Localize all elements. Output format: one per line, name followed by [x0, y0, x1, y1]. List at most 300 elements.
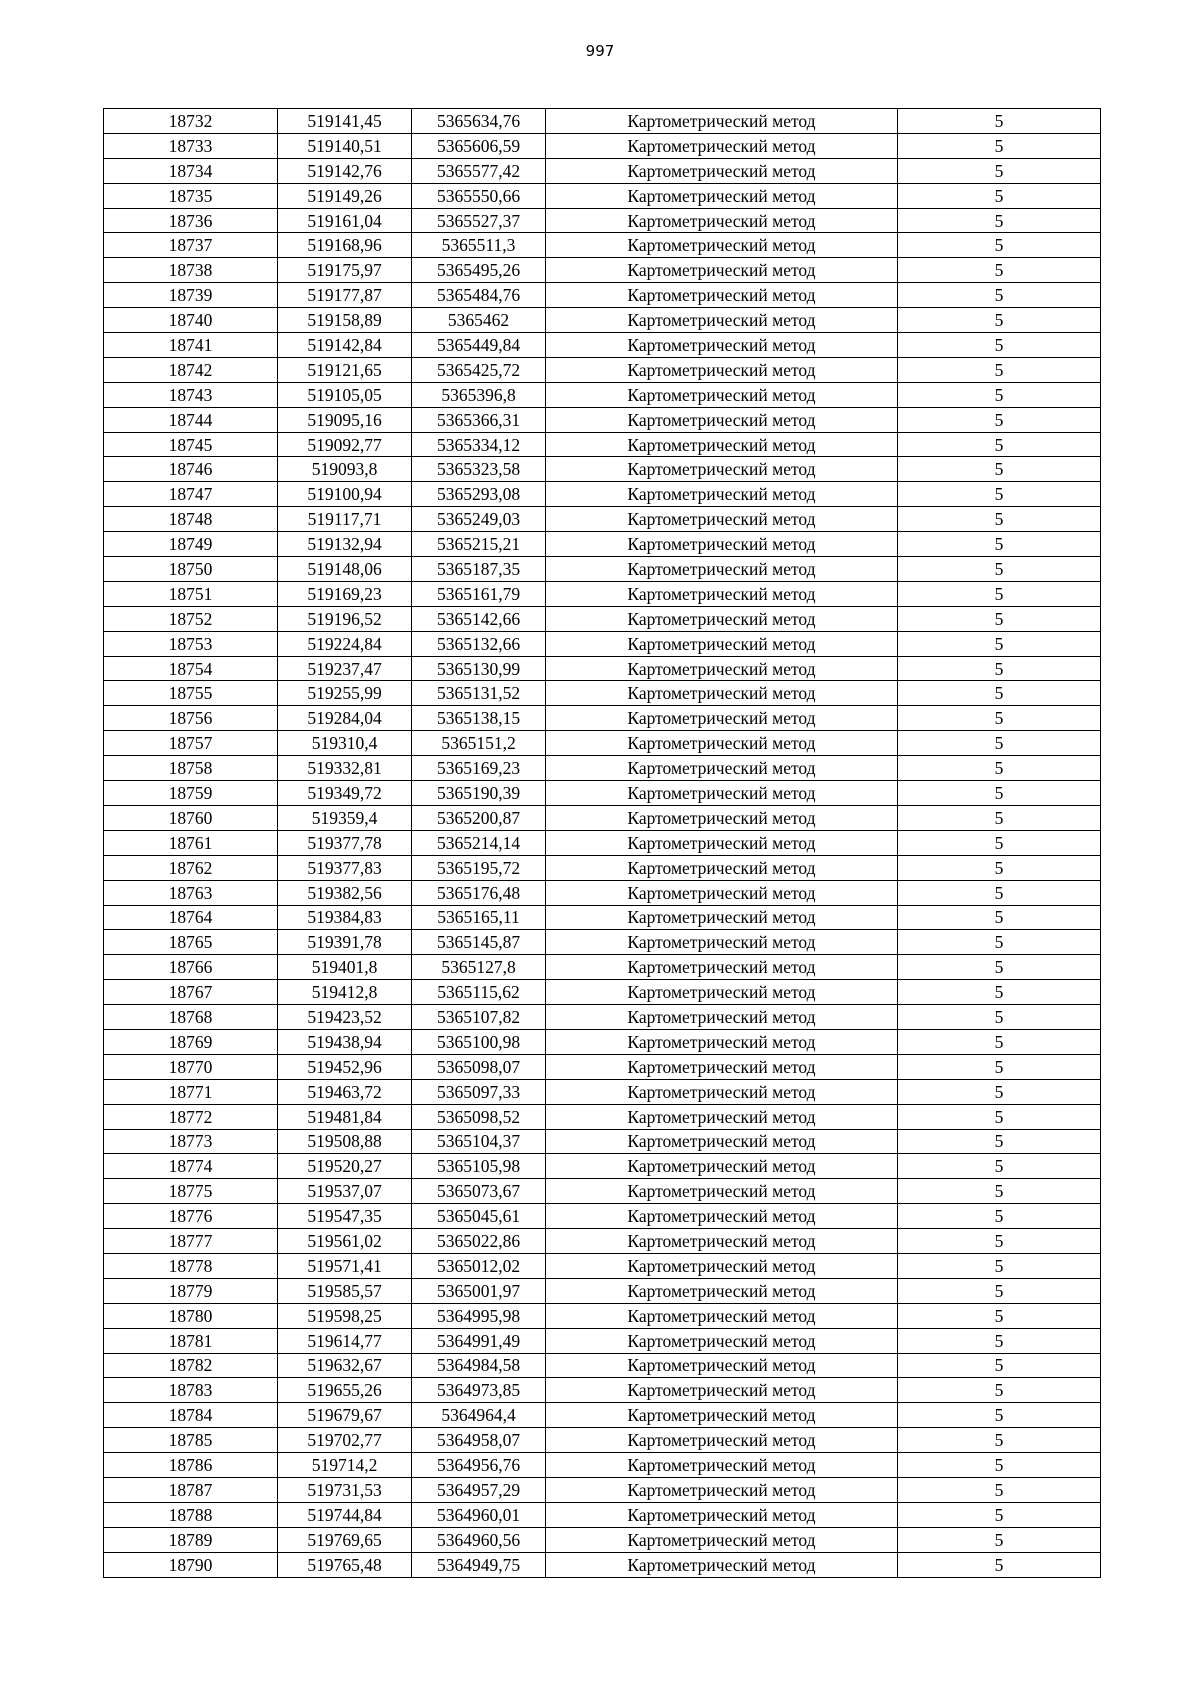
y-coordinate-cell: 5364956,76	[412, 1453, 546, 1478]
method-cell: Картометрический метод	[546, 1552, 898, 1577]
x-coordinate-cell: 519571,41	[278, 1253, 412, 1278]
x-coordinate-cell: 519423,52	[278, 1005, 412, 1030]
method-cell: Картометрический метод	[546, 955, 898, 980]
accuracy-cell: 5	[898, 1104, 1101, 1129]
y-coordinate-cell: 5365098,52	[412, 1104, 546, 1129]
method-cell: Картометрический метод	[546, 830, 898, 855]
method-cell: Картометрический метод	[546, 233, 898, 258]
y-coordinate-cell: 5365190,39	[412, 781, 546, 806]
y-coordinate-cell: 5365484,76	[412, 283, 546, 308]
y-coordinate-cell: 5365097,33	[412, 1079, 546, 1104]
point-number-cell: 18745	[104, 432, 278, 457]
y-coordinate-cell: 5365073,67	[412, 1179, 546, 1204]
y-coordinate-cell: 5365195,72	[412, 855, 546, 880]
point-number-cell: 18786	[104, 1453, 278, 1478]
accuracy-cell: 5	[898, 308, 1101, 333]
table-row	[104, 432, 1101, 457]
table-row	[104, 407, 1101, 432]
point-number-cell: 18776	[104, 1204, 278, 1229]
accuracy-cell: 5	[898, 109, 1101, 134]
y-coordinate-cell: 5365104,37	[412, 1129, 546, 1154]
method-cell: Картометрический метод	[546, 1428, 898, 1453]
accuracy-cell: 5	[898, 1453, 1101, 1478]
table-row	[104, 1079, 1101, 1104]
point-number-cell: 18784	[104, 1403, 278, 1428]
table-row	[104, 258, 1101, 283]
method-cell: Картометрический метод	[546, 855, 898, 880]
x-coordinate-cell: 519632,67	[278, 1353, 412, 1378]
point-number-cell: 18742	[104, 357, 278, 382]
method-cell: Картометрический метод	[546, 333, 898, 358]
y-coordinate-cell: 5365214,14	[412, 830, 546, 855]
y-coordinate-cell: 5365012,02	[412, 1253, 546, 1278]
point-number-cell: 18769	[104, 1029, 278, 1054]
table-row	[104, 855, 1101, 880]
accuracy-cell: 5	[898, 457, 1101, 482]
x-coordinate-cell: 519714,2	[278, 1453, 412, 1478]
method-cell: Картометрический метод	[546, 183, 898, 208]
x-coordinate-cell: 519547,35	[278, 1204, 412, 1229]
y-coordinate-cell: 5365495,26	[412, 258, 546, 283]
y-coordinate-cell: 5364973,85	[412, 1378, 546, 1403]
table-row	[104, 457, 1101, 482]
x-coordinate-cell: 519177,87	[278, 283, 412, 308]
y-coordinate-cell: 5365527,37	[412, 208, 546, 233]
x-coordinate-cell: 519401,8	[278, 955, 412, 980]
point-number-cell: 18789	[104, 1527, 278, 1552]
method-cell: Картометрический метод	[546, 1453, 898, 1478]
y-coordinate-cell: 5365165,11	[412, 905, 546, 930]
method-cell: Картометрический метод	[546, 1029, 898, 1054]
x-coordinate-cell: 519132,94	[278, 532, 412, 557]
method-cell: Картометрический метод	[546, 1378, 898, 1403]
x-coordinate-cell: 519452,96	[278, 1054, 412, 1079]
y-coordinate-cell: 5365249,03	[412, 507, 546, 532]
table-row	[104, 283, 1101, 308]
table-row	[104, 1204, 1101, 1229]
accuracy-cell: 5	[898, 1005, 1101, 1030]
accuracy-cell: 5	[898, 1278, 1101, 1303]
accuracy-cell: 5	[898, 706, 1101, 731]
method-cell: Картометрический метод	[546, 656, 898, 681]
y-coordinate-cell: 5365151,2	[412, 731, 546, 756]
x-coordinate-cell: 519121,65	[278, 357, 412, 382]
accuracy-cell: 5	[898, 382, 1101, 407]
accuracy-cell: 5	[898, 855, 1101, 880]
point-number-cell: 18751	[104, 581, 278, 606]
x-coordinate-cell: 519196,52	[278, 606, 412, 631]
method-cell: Картометрический метод	[546, 382, 898, 407]
table-row	[104, 1054, 1101, 1079]
table-row	[104, 1179, 1101, 1204]
method-cell: Картометрический метод	[546, 1079, 898, 1104]
table-row	[104, 1029, 1101, 1054]
point-number-cell: 18757	[104, 731, 278, 756]
method-cell: Картометрический метод	[546, 1204, 898, 1229]
accuracy-cell: 5	[898, 656, 1101, 681]
table-row	[104, 1328, 1101, 1353]
table-row	[104, 1403, 1101, 1428]
x-coordinate-cell: 519655,26	[278, 1378, 412, 1403]
point-number-cell: 18765	[104, 930, 278, 955]
accuracy-cell: 5	[898, 258, 1101, 283]
table-row	[104, 109, 1101, 134]
point-number-cell: 18787	[104, 1477, 278, 1502]
table-row	[104, 631, 1101, 656]
y-coordinate-cell: 5365293,08	[412, 482, 546, 507]
y-coordinate-cell: 5365045,61	[412, 1204, 546, 1229]
method-cell: Картометрический метод	[546, 731, 898, 756]
point-number-cell: 18733	[104, 133, 278, 158]
point-number-cell: 18748	[104, 507, 278, 532]
table-row	[104, 382, 1101, 407]
y-coordinate-cell: 5365200,87	[412, 805, 546, 830]
method-cell: Картометрический метод	[546, 1229, 898, 1254]
accuracy-cell: 5	[898, 905, 1101, 930]
y-coordinate-cell: 5364960,56	[412, 1527, 546, 1552]
table-row	[104, 656, 1101, 681]
x-coordinate-cell: 519391,78	[278, 930, 412, 955]
table-row	[104, 308, 1101, 333]
table-row	[104, 208, 1101, 233]
y-coordinate-cell: 5365550,66	[412, 183, 546, 208]
point-number-cell: 18741	[104, 333, 278, 358]
point-number-cell: 18760	[104, 805, 278, 830]
point-number-cell: 18779	[104, 1278, 278, 1303]
accuracy-cell: 5	[898, 880, 1101, 905]
table-row	[104, 805, 1101, 830]
point-number-cell: 18764	[104, 905, 278, 930]
point-number-cell: 18778	[104, 1253, 278, 1278]
x-coordinate-cell: 519224,84	[278, 631, 412, 656]
point-number-cell: 18785	[104, 1428, 278, 1453]
x-coordinate-cell: 519731,53	[278, 1477, 412, 1502]
point-number-cell: 18756	[104, 706, 278, 731]
method-cell: Картометрический метод	[546, 905, 898, 930]
method-cell: Картометрический метод	[546, 133, 898, 158]
accuracy-cell: 5	[898, 233, 1101, 258]
table-row	[104, 880, 1101, 905]
table-row	[104, 581, 1101, 606]
table-row	[104, 1303, 1101, 1328]
accuracy-cell: 5	[898, 606, 1101, 631]
point-number-cell: 18768	[104, 1005, 278, 1030]
accuracy-cell: 5	[898, 930, 1101, 955]
point-number-cell: 18752	[104, 606, 278, 631]
table-row	[104, 1005, 1101, 1030]
table-row	[104, 905, 1101, 930]
table-row	[104, 756, 1101, 781]
y-coordinate-cell: 5365105,98	[412, 1154, 546, 1179]
point-number-cell: 18777	[104, 1229, 278, 1254]
x-coordinate-cell: 519359,4	[278, 805, 412, 830]
method-cell: Картометрический метод	[546, 1353, 898, 1378]
x-coordinate-cell: 519679,67	[278, 1403, 412, 1428]
x-coordinate-cell: 519382,56	[278, 880, 412, 905]
x-coordinate-cell: 519537,07	[278, 1179, 412, 1204]
accuracy-cell: 5	[898, 208, 1101, 233]
accuracy-cell: 5	[898, 1303, 1101, 1328]
y-coordinate-cell: 5365142,66	[412, 606, 546, 631]
accuracy-cell: 5	[898, 482, 1101, 507]
y-coordinate-cell: 5364949,75	[412, 1552, 546, 1577]
y-coordinate-cell: 5365132,66	[412, 631, 546, 656]
y-coordinate-cell: 5365511,3	[412, 233, 546, 258]
accuracy-cell: 5	[898, 980, 1101, 1005]
y-coordinate-cell: 5365215,21	[412, 532, 546, 557]
accuracy-cell: 5	[898, 1054, 1101, 1079]
accuracy-cell: 5	[898, 1179, 1101, 1204]
method-cell: Картометрический метод	[546, 1253, 898, 1278]
x-coordinate-cell: 519508,88	[278, 1129, 412, 1154]
method-cell: Картометрический метод	[546, 631, 898, 656]
point-number-cell: 18773	[104, 1129, 278, 1154]
accuracy-cell: 5	[898, 158, 1101, 183]
point-number-cell: 18783	[104, 1378, 278, 1403]
method-cell: Картометрический метод	[546, 357, 898, 382]
method-cell: Картометрический метод	[546, 581, 898, 606]
y-coordinate-cell: 5365127,8	[412, 955, 546, 980]
accuracy-cell: 5	[898, 1403, 1101, 1428]
point-number-cell: 18758	[104, 756, 278, 781]
accuracy-cell: 5	[898, 1229, 1101, 1254]
method-cell: Картометрический метод	[546, 1129, 898, 1154]
accuracy-cell: 5	[898, 805, 1101, 830]
table-row	[104, 681, 1101, 706]
table-row	[104, 1154, 1101, 1179]
accuracy-cell: 5	[898, 432, 1101, 457]
point-number-cell: 18762	[104, 855, 278, 880]
y-coordinate-cell: 5365334,12	[412, 432, 546, 457]
x-coordinate-cell: 519117,71	[278, 507, 412, 532]
x-coordinate-cell: 519161,04	[278, 208, 412, 233]
method-cell: Картометрический метод	[546, 681, 898, 706]
y-coordinate-cell: 5365115,62	[412, 980, 546, 1005]
y-coordinate-cell: 5365131,52	[412, 681, 546, 706]
coordinates-table	[103, 108, 1101, 1578]
table-row	[104, 1378, 1101, 1403]
y-coordinate-cell: 5364957,29	[412, 1477, 546, 1502]
y-coordinate-cell: 5365425,72	[412, 357, 546, 382]
y-coordinate-cell: 5365606,59	[412, 133, 546, 158]
method-cell: Картометрический метод	[546, 308, 898, 333]
x-coordinate-cell: 519284,04	[278, 706, 412, 731]
accuracy-cell: 5	[898, 1253, 1101, 1278]
method-cell: Картометрический метод	[546, 1179, 898, 1204]
method-cell: Картометрический метод	[546, 1477, 898, 1502]
point-number-cell: 18750	[104, 557, 278, 582]
point-number-cell: 18753	[104, 631, 278, 656]
x-coordinate-cell: 519142,76	[278, 158, 412, 183]
point-number-cell: 18755	[104, 681, 278, 706]
y-coordinate-cell: 5364964,4	[412, 1403, 546, 1428]
y-coordinate-cell: 5365138,15	[412, 706, 546, 731]
x-coordinate-cell: 519614,77	[278, 1328, 412, 1353]
method-cell: Картометрический метод	[546, 532, 898, 557]
accuracy-cell: 5	[898, 283, 1101, 308]
x-coordinate-cell: 519438,94	[278, 1029, 412, 1054]
y-coordinate-cell: 5365169,23	[412, 756, 546, 781]
table-row	[104, 1129, 1101, 1154]
x-coordinate-cell: 519561,02	[278, 1229, 412, 1254]
y-coordinate-cell: 5365022,86	[412, 1229, 546, 1254]
method-cell: Картометрический метод	[546, 557, 898, 582]
x-coordinate-cell: 519168,96	[278, 233, 412, 258]
x-coordinate-cell: 519142,84	[278, 333, 412, 358]
x-coordinate-cell: 519237,47	[278, 656, 412, 681]
point-number-cell: 18736	[104, 208, 278, 233]
point-number-cell: 18781	[104, 1328, 278, 1353]
accuracy-cell: 5	[898, 1029, 1101, 1054]
x-coordinate-cell: 519093,8	[278, 457, 412, 482]
table-row	[104, 1502, 1101, 1527]
accuracy-cell: 5	[898, 357, 1101, 382]
point-number-cell: 18737	[104, 233, 278, 258]
method-cell: Картометрический метод	[546, 930, 898, 955]
method-cell: Картометрический метод	[546, 1154, 898, 1179]
accuracy-cell: 5	[898, 1353, 1101, 1378]
table-row	[104, 955, 1101, 980]
y-coordinate-cell: 5364958,07	[412, 1428, 546, 1453]
x-coordinate-cell: 519598,25	[278, 1303, 412, 1328]
x-coordinate-cell: 519463,72	[278, 1079, 412, 1104]
method-cell: Картометрический метод	[546, 258, 898, 283]
accuracy-cell: 5	[898, 183, 1101, 208]
accuracy-cell: 5	[898, 581, 1101, 606]
x-coordinate-cell: 519520,27	[278, 1154, 412, 1179]
y-coordinate-cell: 5365107,82	[412, 1005, 546, 1030]
x-coordinate-cell: 519140,51	[278, 133, 412, 158]
point-number-cell: 18770	[104, 1054, 278, 1079]
y-coordinate-cell: 5364984,58	[412, 1353, 546, 1378]
table-row	[104, 606, 1101, 631]
point-number-cell: 18782	[104, 1353, 278, 1378]
accuracy-cell: 5	[898, 631, 1101, 656]
table-row	[104, 1527, 1101, 1552]
table-row	[104, 830, 1101, 855]
accuracy-cell: 5	[898, 1527, 1101, 1552]
method-cell: Картометрический метод	[546, 507, 898, 532]
y-coordinate-cell: 5365366,31	[412, 407, 546, 432]
y-coordinate-cell: 5365462	[412, 308, 546, 333]
x-coordinate-cell: 519100,94	[278, 482, 412, 507]
point-number-cell: 18732	[104, 109, 278, 134]
point-number-cell: 18746	[104, 457, 278, 482]
method-cell: Картометрический метод	[546, 1502, 898, 1527]
table-row	[104, 133, 1101, 158]
method-cell: Картометрический метод	[546, 1054, 898, 1079]
point-number-cell: 18749	[104, 532, 278, 557]
x-coordinate-cell: 519158,89	[278, 308, 412, 333]
method-cell: Картометрический метод	[546, 706, 898, 731]
method-cell: Картометрический метод	[546, 457, 898, 482]
page-number: 997	[585, 42, 615, 60]
method-cell: Картометрический метод	[546, 805, 898, 830]
method-cell: Картометрический метод	[546, 1403, 898, 1428]
table-row	[104, 930, 1101, 955]
table-row	[104, 1253, 1101, 1278]
x-coordinate-cell: 519702,77	[278, 1428, 412, 1453]
y-coordinate-cell: 5365323,58	[412, 457, 546, 482]
y-coordinate-cell: 5365001,97	[412, 1278, 546, 1303]
y-coordinate-cell: 5365634,76	[412, 109, 546, 134]
y-coordinate-cell: 5364995,98	[412, 1303, 546, 1328]
point-number-cell: 18767	[104, 980, 278, 1005]
point-number-cell: 18754	[104, 656, 278, 681]
method-cell: Картометрический метод	[546, 1005, 898, 1030]
y-coordinate-cell: 5365176,48	[412, 880, 546, 905]
point-number-cell: 18775	[104, 1179, 278, 1204]
x-coordinate-cell: 519255,99	[278, 681, 412, 706]
accuracy-cell: 5	[898, 1129, 1101, 1154]
accuracy-cell: 5	[898, 1378, 1101, 1403]
accuracy-cell: 5	[898, 1552, 1101, 1577]
x-coordinate-cell: 519105,05	[278, 382, 412, 407]
table-row	[104, 1477, 1101, 1502]
table-row	[104, 731, 1101, 756]
accuracy-cell: 5	[898, 1502, 1101, 1527]
table-row	[104, 1453, 1101, 1478]
coordinates-table-body	[104, 109, 1101, 1578]
x-coordinate-cell: 519175,97	[278, 258, 412, 283]
table-row	[104, 557, 1101, 582]
x-coordinate-cell: 519149,26	[278, 183, 412, 208]
point-number-cell: 18738	[104, 258, 278, 283]
point-number-cell: 18759	[104, 781, 278, 806]
accuracy-cell: 5	[898, 756, 1101, 781]
method-cell: Картометрический метод	[546, 407, 898, 432]
table-row	[104, 158, 1101, 183]
x-coordinate-cell: 519349,72	[278, 781, 412, 806]
method-cell: Картометрический метод	[546, 606, 898, 631]
x-coordinate-cell: 519377,78	[278, 830, 412, 855]
table-row	[104, 183, 1101, 208]
table-row	[104, 1278, 1101, 1303]
y-coordinate-cell: 5364991,49	[412, 1328, 546, 1353]
point-number-cell: 18743	[104, 382, 278, 407]
x-coordinate-cell: 519585,57	[278, 1278, 412, 1303]
accuracy-cell: 5	[898, 731, 1101, 756]
table-row	[104, 532, 1101, 557]
point-number-cell: 18772	[104, 1104, 278, 1129]
point-number-cell: 18774	[104, 1154, 278, 1179]
table-row	[104, 706, 1101, 731]
table-row	[104, 1428, 1101, 1453]
method-cell: Картометрический метод	[546, 1278, 898, 1303]
accuracy-cell: 5	[898, 507, 1101, 532]
accuracy-cell: 5	[898, 1428, 1101, 1453]
table-row	[104, 1229, 1101, 1254]
accuracy-cell: 5	[898, 407, 1101, 432]
x-coordinate-cell: 519332,81	[278, 756, 412, 781]
method-cell: Картометрический метод	[546, 432, 898, 457]
x-coordinate-cell: 519765,48	[278, 1552, 412, 1577]
method-cell: Картометрический метод	[546, 980, 898, 1005]
point-number-cell: 18766	[104, 955, 278, 980]
point-number-cell: 18739	[104, 283, 278, 308]
method-cell: Картометрический метод	[546, 880, 898, 905]
method-cell: Картометрический метод	[546, 1527, 898, 1552]
point-number-cell: 18740	[104, 308, 278, 333]
y-coordinate-cell: 5365145,87	[412, 930, 546, 955]
method-cell: Картометрический метод	[546, 482, 898, 507]
accuracy-cell: 5	[898, 1154, 1101, 1179]
method-cell: Картометрический метод	[546, 756, 898, 781]
method-cell: Картометрический метод	[546, 781, 898, 806]
accuracy-cell: 5	[898, 333, 1101, 358]
table-row	[104, 1552, 1101, 1577]
accuracy-cell: 5	[898, 133, 1101, 158]
